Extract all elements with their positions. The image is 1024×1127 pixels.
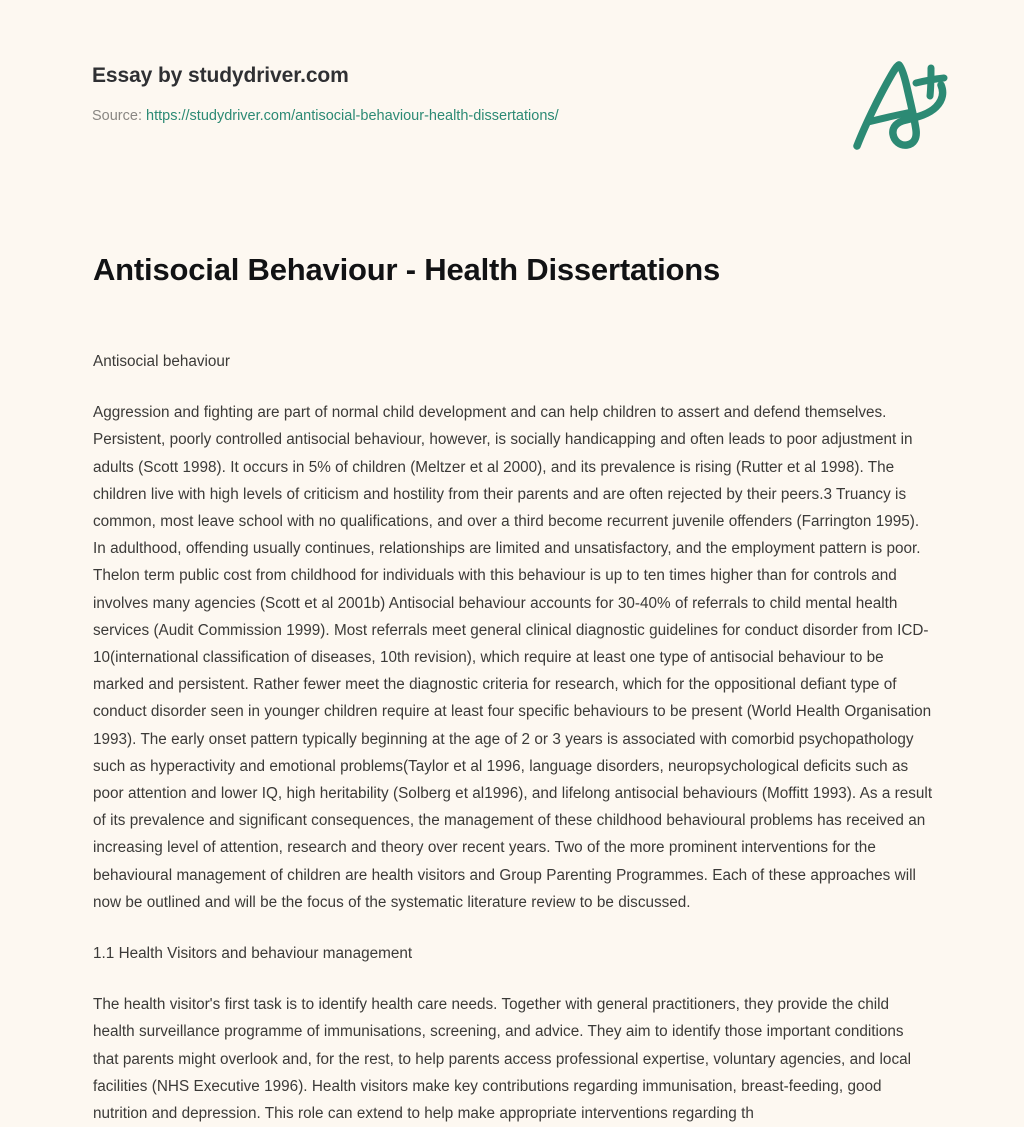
page-title: Antisocial Behaviour - Health Dissertations [93, 252, 721, 287]
source-line [92, 106, 712, 126]
source-label: Source: [92, 108, 142, 124]
essay-paragraph: The health visitor's first task is to identify health care needs. Together with general practitioners, they provide the child health surveillance programme of immunisations, screening, and advice. They aim to identify those important conditions that parents might overlook and, for the rest, to help parents access professional expertise, voluntary agencies, and local facilities (NHS Executive 1996). Health visitors make key contributions regarding immunisation, breast-feeding, good nutrition and depression. This role can extend to help make appropriate interventions regarding th [93, 996, 911, 1123]
source-url-link[interactable]: https://studydriver.com/antisocial-behaviour-health-dissertations/ [146, 108, 559, 124]
brand-title: Essay by studydriver.com [92, 64, 349, 87]
essay-body [93, 348, 933, 1127]
essay-paragraph: Antisocial behaviour [93, 353, 231, 370]
essay-paragraph: Aggression and fighting are part of normal child development and can help children to assert and defend themselves. Persistent, poorly controlled antisocial behaviour, however, is socially handicapping and often leads to poor adjustment in adults (Scott 1998). It occurs in 5% of children (Meltzer et al 2000), and its prevalence is rising (Rutter et al 1998). The children live with high levels of criticism and hostility from their parents and are often rejected by their peers.3 Truancy is common, most leave school with no qualifications, and over a third become recurrent juvenile offenders (Farrington 1995). In adulthood, offending usually continues, relationships are limited and unsatisfactory, and the employment pattern is poor. Thelon term public cost from childhood for individuals with this behaviour is up to ten times higher than for controls and involves many agencies (Scott et al 2001b) Antisocial behaviour accounts for 30-40% of referrals to child mental health services (Audit Commission 1999). Most referrals meet general clinical diagnostic guidelines for conduct disorder from ICD-10(international classification of diseases, 10th revision), which require at least one type of antisocial behaviour to be marked and persistent. Rather fewer meet the diagnostic criteria for research, which for the oppositional defiant type of conduct disorder seen in younger children require at least four specific behaviours to be present (World Health Organisation 1993). The early onset pattern typically beginning at the age of 2 or 3 years is associated with comorbid psychopathology such as hyperactivity and emotional problems(Taylor et al 1996, language disorders, neuropsychological deficits such as poor attention and lower IQ, high heritability (Solberg et al1996), and lifelong antisocial behaviours (Moffitt 1993). As a result of its prevalence and significant consequences, the management of these childhood behavioural problems has received an increasing level of attention, research and theory over recent years. Two of the more prominent interventions for the behavioural management of children are health visitors and Group Parenting Programmes. Each of these approaches will now be outlined and will be the focus of the systematic literature review to be discussed. [93, 404, 933, 911]
a-plus-logo-icon [840, 52, 966, 156]
essay-section-heading: 1.1 Health Visitors and behaviour management [93, 945, 413, 963]
a-plus-logo [840, 52, 966, 156]
brand-block [92, 62, 712, 126]
page-header [0, 0, 1024, 190]
